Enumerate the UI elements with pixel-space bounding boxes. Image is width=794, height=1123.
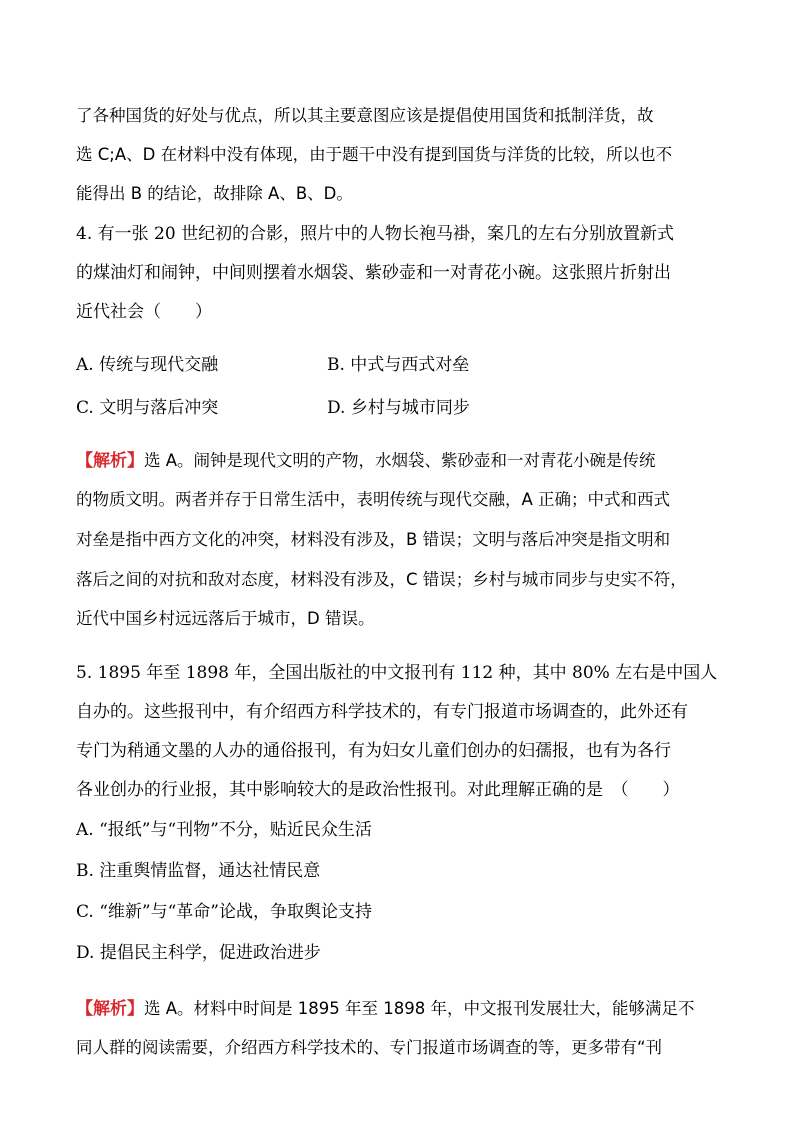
q4-stem-line-3: 近代社会（ ）: [76, 302, 212, 322]
q4-analysis-line-2: 的物质文明。两者并存于日常生活中，表明传统与现代交融，A 正确；中式和西式: [76, 490, 671, 509]
carryover-line-1: 了各种国货的好处与优点，所以其主要意图应该是提倡使用国货和抵制洋货，故: [76, 106, 654, 125]
q5-analysis-tag: 【解析】: [76, 999, 144, 1019]
q4-option-b: B. 中式与西式对垒: [327, 355, 470, 375]
q5-option-c: C. “维新”与“革命”论战，争取舆论支持: [76, 902, 372, 922]
carryover-line-3: 能得出 B 的结论，故排除 A、B、D。: [76, 184, 353, 203]
q5-stem-line-4: 各业创办的行业报，其中影响较大的是政治性报刊。对此理解正确的是 （ ）: [76, 780, 680, 800]
q4-option-a: A. 传统与现代交融: [76, 355, 219, 375]
q4-analysis-text-1: 选 A。闹钟是现代文明的产物，水烟袋、紫砂壶和一对青花小碗是传统: [144, 451, 656, 470]
q5-analysis-line-2: 同人群的阅读需要，介绍西方科学技术的、专门报道市场调查的等，更多带有“刊: [76, 1038, 663, 1057]
q5-option-d: D. 提倡民主科学，促进政治进步: [76, 943, 321, 963]
q4-analysis-line-1: [76, 449, 656, 473]
q4-stem-line-1: 4. 有一张 20 世纪初的合影，照片中的人物长袍马褂，案几的左右分别放置新式: [76, 224, 675, 244]
q5-analysis-text-1: 选 A。材料中时间是 1895 年至 1898 年，中文报刊发展壮大，能够满足不: [144, 999, 695, 1018]
q5-stem-line-1: 5. 1895 年至 1898 年，全国出版社的中文报刊有 112 种，其中 80% 左右是中国人: [76, 663, 718, 683]
q5-analysis-line-1: [76, 997, 695, 1021]
carryover-line-2: 选 C;A、D 在材料中没有体现，由于题干中没有提到国货与洋货的比较，所以也不: [76, 145, 673, 164]
q5-stem-line-2: 自办的。这些报刊中，有介绍西方科学技术的，有专门报道市场调查的，此外还有: [76, 702, 688, 722]
q4-stem-line-2: 的煤油灯和闹钟，中间则摆着水烟袋、紫砂壶和一对青花小碗。这张照片折射出: [76, 263, 671, 283]
q4-analysis-line-3: 对垒是指中西方文化的冲突，材料没有涉及，B 错误；文明与落后冲突是指文明和: [76, 530, 671, 549]
q4-analysis-line-5: 近代中国乡村远远落后于城市，D 错误。: [76, 609, 375, 628]
q4-analysis-line-4: 落后之间的对抗和敌对态度，材料没有涉及，C 错误；乡村与城市同步与史实不符，: [76, 570, 687, 589]
q4-option-c: C. 文明与落后冲突: [76, 398, 219, 418]
q5-option-b: B. 注重舆情监督，通达社情民意: [76, 861, 321, 881]
q5-stem-line-3: 专门为稍通文墨的人办的通俗报刊，有为妇女儿童们创办的妇孺报，也有为各行: [76, 741, 671, 761]
q4-option-d: D. 乡村与城市同步: [327, 398, 470, 418]
q5-option-a: A. “报纸”与“刊物”不分，贴近民众生活: [76, 820, 372, 840]
q4-analysis-tag: 【解析】: [76, 451, 144, 471]
